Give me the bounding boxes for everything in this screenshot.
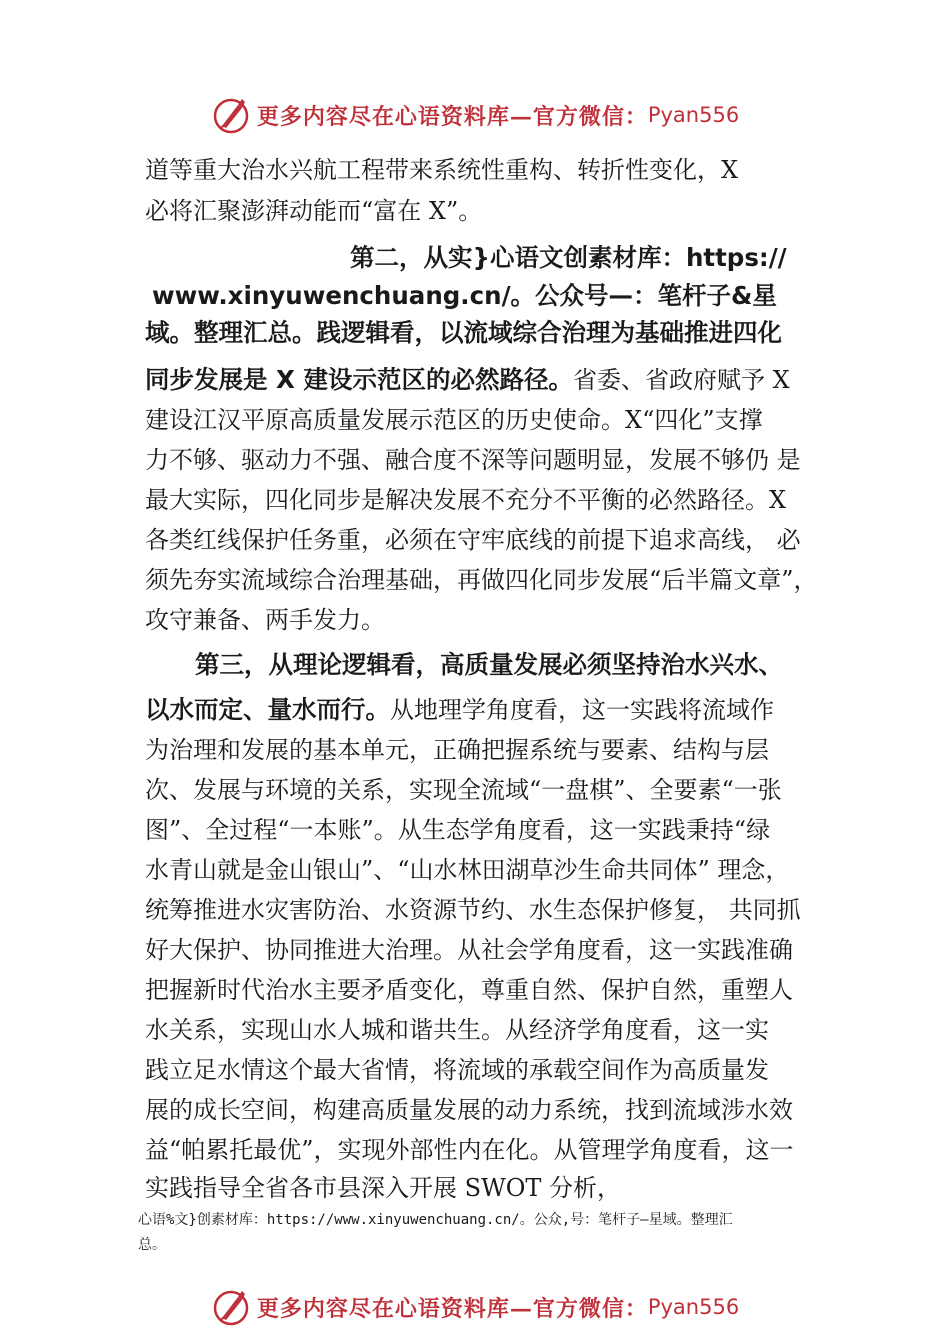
text-line: 水关系，实现山水人城和谐共生。从经济学角度看，这一实: [145, 1016, 769, 1044]
text-line: 把握新时代治水主要矛盾变化，尊重自然、保护自然，重塑人: [145, 976, 793, 1004]
text-line: 图”、全过程“一本账”。从生态学角度看，这一实践秉持“绿: [145, 816, 771, 844]
text-line: 好大保护、协同推进大治理。从社会学角度看，这一实践准确: [145, 936, 793, 964]
text-line: 践立足水情这个最大省情，将流域的承载空间作为高质量发: [145, 1056, 769, 1084]
text-line: 攻守兼备、两手发力。: [145, 606, 385, 634]
text-line: [145, 360, 845, 400]
pen-logo-icon: [211, 95, 251, 135]
footnote-line: 心语%文}创素材库：https://www.xinyuwenchuang.cn/。公众,号：笔杆子—星域。整理汇: [138, 1212, 733, 1228]
text-span: 从地理学角度看，这一实践将流域作: [390, 696, 774, 724]
text-line: 展的成长空间，构建高质量发展的动力系统，找到流域涉水效: [145, 1096, 793, 1124]
footnote: [138, 1208, 838, 1258]
footnote-line: 总。: [138, 1237, 166, 1253]
text-line: 必将汇聚澎湃动能而“富在 X”。: [145, 197, 483, 225]
text-line: 益“帕累托最优”，实现外部性内在化。从管理学角度看，这一: [145, 1136, 794, 1164]
text-line: 统筹推进水灾害防治、水资源节约、水生态保护修复， 共同抓: [145, 896, 801, 924]
watermark-text: 更多内容尽在心语资料库—官方微信：: [256, 103, 648, 130]
heading-line: 第二，从实}心语文创素材库：https://: [350, 243, 787, 272]
text-line: 最大实际，四化同步是解决发展不充分不平衡的必然路径。X: [145, 486, 787, 514]
heading-span: 以水而定、量水而行。: [145, 695, 390, 724]
text-line: 力不够、驱动力不强、融合度不深等问题明显，发展不够仍 是: [145, 446, 801, 474]
heading-line: 第三，从理论逻辑看，高质量发展必须坚持治水兴水、: [195, 650, 783, 679]
watermark-contact: Pyan556: [647, 1295, 740, 1319]
heading-line: 域。整理汇总。践逻辑看，以流域综合治理为基础推进四化: [145, 318, 782, 347]
text-line: 为治理和发展的基本单元，正确把握系统与要素、结构与层: [145, 736, 769, 764]
text-line: 实践指导全省各市县深入开展 SWOT 分析，: [145, 1174, 622, 1202]
heading-span: 同步发展是 X 建设示范区的必然路径。: [145, 365, 573, 394]
text-line: [145, 690, 845, 730]
text-span: 省委、省政府赋予 X: [572, 366, 790, 394]
heading-line: www.xinyuwenchuang.cn/。公众号—：笔杆子&星: [152, 281, 777, 310]
watermark-banner-top: [0, 93, 950, 137]
text-line: 次、发展与环境的关系，实现全流域“一盘棋”、全要素“一张: [145, 776, 782, 804]
watermark-text: 更多内容尽在心语资料库—官方微信：: [256, 1295, 648, 1322]
pen-logo-icon: [211, 1287, 251, 1327]
text-line: 各类红线保护任务重，必须在守牢底线的前提下追求高线， 必: [145, 526, 801, 554]
text-line: 建设江汉平原高质量发展示范区的历史使命。X“四化”支撑: [145, 406, 763, 434]
text-line: 须先夯实流域综合治理基础，再做四化同步发展“后半篇文章”，: [145, 566, 818, 594]
watermark-banner-bottom: [0, 1285, 950, 1329]
text-line: 水青山就是金山银山”、“山水林田湖草沙生命共同体” 理念，: [145, 856, 790, 884]
watermark-contact: Pyan556: [647, 103, 740, 127]
text-line: 道等重大治水兴航工程带来系统性重构、转折性变化，X: [145, 156, 739, 184]
